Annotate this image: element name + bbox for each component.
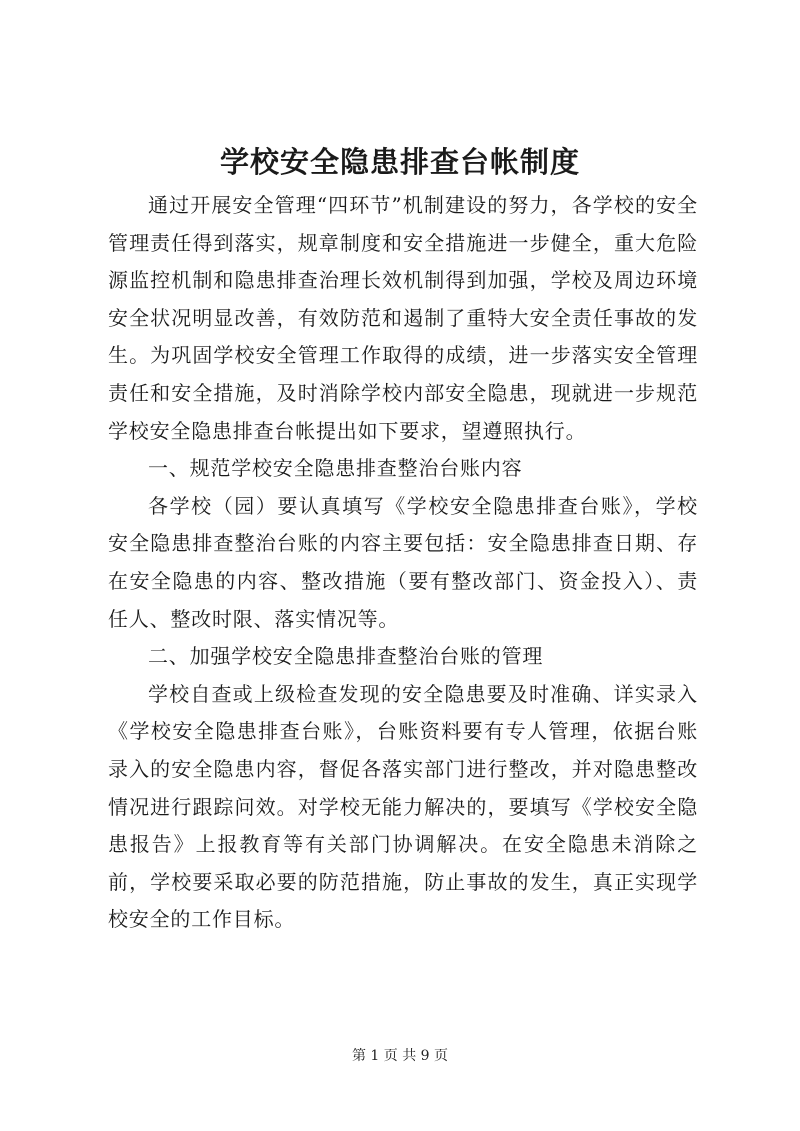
paragraph-section-2: 学校自查或上级检查发现的安全隐患要及时准确、详实录入《学校安全隐患排查台账》，台账资料要有专人管理，依据台账录入的安全隐患内容，督促各落实部门进行整改，并对隐患整改情况进行跟踪问效。对学校无能力解决的，要填写《学校安全隐患报告》上报教育等有关部门协调解决。在安全隐患未消除之前，学校要采取必要的防范措施，防止事故的发生，真正实现学校安全的工作目标。 [108,681,698,932]
paragraph-section-1: 各学校（园）要认真填写《学校安全隐患排查台账》，学校安全隐患排查整治台账的内容主要包括：安全隐患排查日期、存在安全隐患的内容、整改措施（要有整改部门、资金投入）、责任人、整改时限、落实情况等。 [108,493,698,631]
section-heading-1: 一、规范学校安全隐患排查整治台账内容 [148,456,523,481]
section-heading-2: 二、加强学校安全隐患排查整治台账的管理 [148,644,544,669]
document-title: 学校安全隐患排查台帐制度 [219,145,580,179]
page-number-footer: 第 1 页 共 9 页 [351,1048,449,1064]
paragraph-intro: 通过开展安全管理“四环节”机制建设的努力，各学校的安全管理责任得到落实，规章制度和安全措施进一步健全，重大危险源监控机制和隐患排查治理长效机制得到加强，学校及周边环境安全状况明显改善，有效防范和遏制了重特大安全责任事故的发生。为巩固学校安全管理工作取得的成绩，进一步落实安全管理责任和安全措施，及时消除学校内部安全隐患，现就进一步规范学校安全隐患排查台帐提出如下要求，望遵照执行。 [108,193,698,443]
document-body [108,187,698,939]
